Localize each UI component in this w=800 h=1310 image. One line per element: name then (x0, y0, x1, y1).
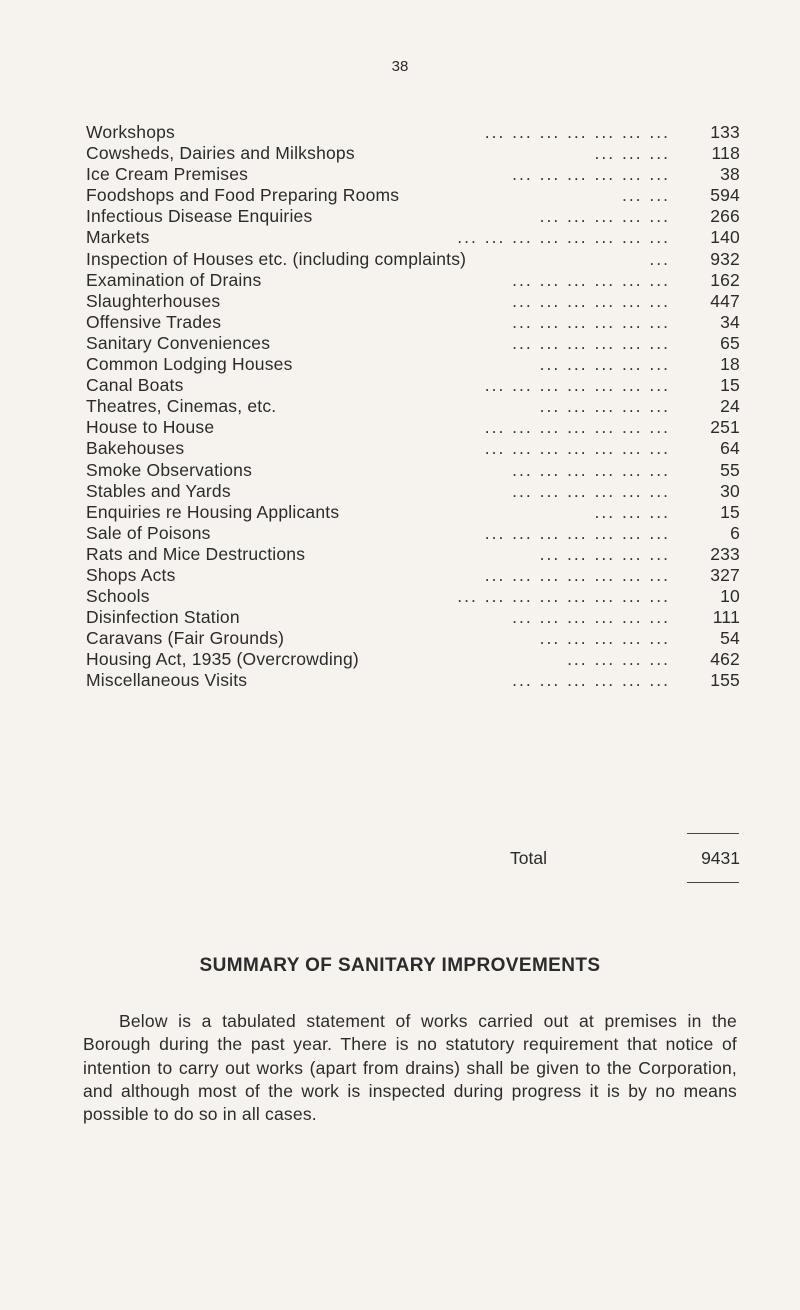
leader-dots: ... ... (621, 185, 670, 206)
leader-dots: ... ... ... ... ... ... ... (484, 417, 670, 438)
row-value: 65 (720, 332, 740, 353)
row-value: 6 (730, 522, 740, 543)
row-value: 462 (710, 649, 740, 670)
row-value: 30 (720, 480, 740, 501)
row-label: Stables and Yards (86, 480, 231, 501)
row-value: 162 (710, 269, 740, 290)
table-row (86, 312, 740, 333)
row-value: 10 (720, 586, 740, 607)
row-value: 24 (720, 396, 740, 417)
row-label: Miscellaneous Visits (86, 670, 248, 691)
table-row (86, 291, 740, 312)
leader-dots: ... ... ... ... ... (539, 396, 670, 417)
total-rule-bottom (687, 882, 739, 883)
row-label: Sale of Poisons (86, 522, 211, 543)
table-row (86, 333, 740, 354)
row-label: Workshops (86, 122, 176, 142)
row-label: Theatres, Cinemas, etc. (86, 396, 277, 417)
table-row (86, 649, 740, 670)
summary-paragraph: Below is a tabulated statement of works carried out at premises in the Borough during the past year. There is no statutory requirement that notice of intention to carry out works (apart from drains) shall be given to the Corporation, and although most of the work is inspected during progress it is by no means possible to do so in all cases. (83, 1011, 737, 1125)
table-row (86, 586, 740, 607)
table-row (86, 164, 740, 185)
leader-dots: ... ... ... ... ... ... (512, 269, 670, 290)
leader-dots: ... ... ... ... ... ... (512, 164, 670, 185)
leader-dots: ... ... ... ... ... ... (512, 332, 670, 353)
row-label: Offensive Trades (86, 311, 222, 332)
row-label: Common Lodging Houses (86, 354, 293, 375)
leader-dots: ... ... ... ... ... ... ... ... (457, 227, 670, 248)
row-value: 64 (720, 438, 740, 459)
table-row (86, 354, 740, 375)
table-row (86, 227, 740, 248)
leader-dots: ... ... ... ... ... ... ... (484, 375, 670, 396)
row-label: Infectious Disease Enquiries (86, 206, 313, 227)
table-row (86, 249, 740, 270)
leader-dots: ... ... ... ... ... ... ... (484, 438, 670, 459)
row-value: 18 (720, 354, 740, 375)
leader-dots: ... ... ... (594, 143, 670, 164)
row-value: 15 (720, 501, 740, 522)
total-row (86, 848, 740, 869)
row-label: Ice Cream Premises (86, 164, 249, 185)
table-row (86, 481, 740, 502)
row-value: 155 (710, 670, 740, 691)
table-row (86, 143, 740, 164)
row-value: 447 (710, 290, 740, 311)
row-value: 118 (711, 143, 740, 164)
row-label: Housing Act, 1935 (Overcrowding) (86, 649, 359, 670)
table-row (86, 523, 740, 544)
row-label: Canal Boats (86, 375, 184, 396)
leader-dots: ... ... ... ... ... ... (512, 607, 670, 628)
table-row (86, 438, 740, 459)
table-row (86, 206, 740, 227)
leader-dots: ... (649, 248, 670, 269)
row-label: House to House (86, 417, 215, 438)
row-value: 266 (710, 206, 740, 227)
row-value: 932 (710, 248, 740, 269)
row-label: Markets (86, 227, 150, 248)
leader-dots: ... ... ... ... ... ... ... (484, 522, 670, 543)
table-row (86, 565, 740, 586)
row-label: Caravans (Fair Grounds) (86, 628, 285, 649)
total-rule-top (687, 833, 739, 834)
row-value: 34 (720, 311, 740, 332)
table-row (86, 670, 740, 691)
leader-dots: ... ... ... ... ... ... ... ... (457, 586, 670, 607)
row-value: 111 (712, 607, 740, 628)
page-number: 38 (391, 58, 409, 75)
row-label: Examination of Drains (86, 269, 262, 290)
leader-dots: ... ... ... ... ... ... (512, 311, 670, 332)
row-value: 594 (710, 185, 740, 206)
table-row (86, 544, 740, 565)
visits-table (86, 122, 740, 692)
table-row (86, 502, 740, 523)
section-heading: SUMMARY OF SANITARY IMPROVEMENTS (199, 955, 601, 976)
row-value: 38 (720, 164, 740, 185)
row-value: 15 (720, 375, 740, 396)
row-value: 233 (710, 543, 740, 564)
row-label: Disinfection Station (86, 607, 240, 628)
row-value: 54 (720, 628, 740, 649)
table-row (86, 460, 740, 481)
leader-dots: ... ... ... (594, 501, 670, 522)
leader-dots: ... ... ... ... ... ... ... (484, 564, 670, 585)
table-row (86, 628, 740, 649)
leader-dots: ... ... ... ... ... (539, 354, 670, 375)
leader-dots: ... ... ... ... ... (539, 628, 670, 649)
row-value: 140 (710, 227, 740, 248)
row-label: Bakehouses (86, 438, 185, 459)
row-label: Enquiries re Housing Applicants (86, 501, 340, 522)
row-label: Shops Acts (86, 564, 176, 585)
row-label: Smoke Observations (86, 459, 253, 480)
table-row (86, 417, 740, 438)
row-value: 55 (720, 459, 740, 480)
table-row (86, 270, 740, 291)
row-label: Sanitary Conveniences (86, 332, 271, 353)
row-label: Cowsheds, Dairies and Milkshops (86, 143, 355, 164)
row-value: 251 (710, 417, 740, 438)
table-row (86, 607, 740, 628)
row-label: Rats and Mice Destructions (86, 543, 306, 564)
row-label: Foodshops and Food Preparing Rooms (86, 185, 400, 206)
row-label: Inspection of Houses etc. (including complaints) (86, 248, 467, 269)
leader-dots: ... ... ... ... ... ... ... (484, 122, 670, 142)
table-row (86, 375, 740, 396)
leader-dots: ... ... ... ... ... ... (512, 459, 670, 480)
row-label: Schools (86, 586, 150, 607)
leader-dots: ... ... ... ... ... (539, 543, 670, 564)
leader-dots: ... ... ... ... ... ... (512, 670, 670, 691)
row-label: Slaughterhouses (86, 290, 221, 311)
leader-dots: ... ... ... ... ... ... (512, 480, 670, 501)
table-row (86, 122, 740, 143)
row-value: 327 (710, 564, 740, 585)
row-value: 133 (710, 122, 740, 142)
table-row (86, 185, 740, 206)
table-row (86, 396, 740, 417)
leader-dots: ... ... ... ... (567, 649, 670, 670)
leader-dots: ... ... ... ... ... (539, 206, 670, 227)
total-label: Total (510, 848, 547, 868)
total-value: 9431 (701, 848, 740, 868)
leader-dots: ... ... ... ... ... ... (512, 290, 670, 311)
